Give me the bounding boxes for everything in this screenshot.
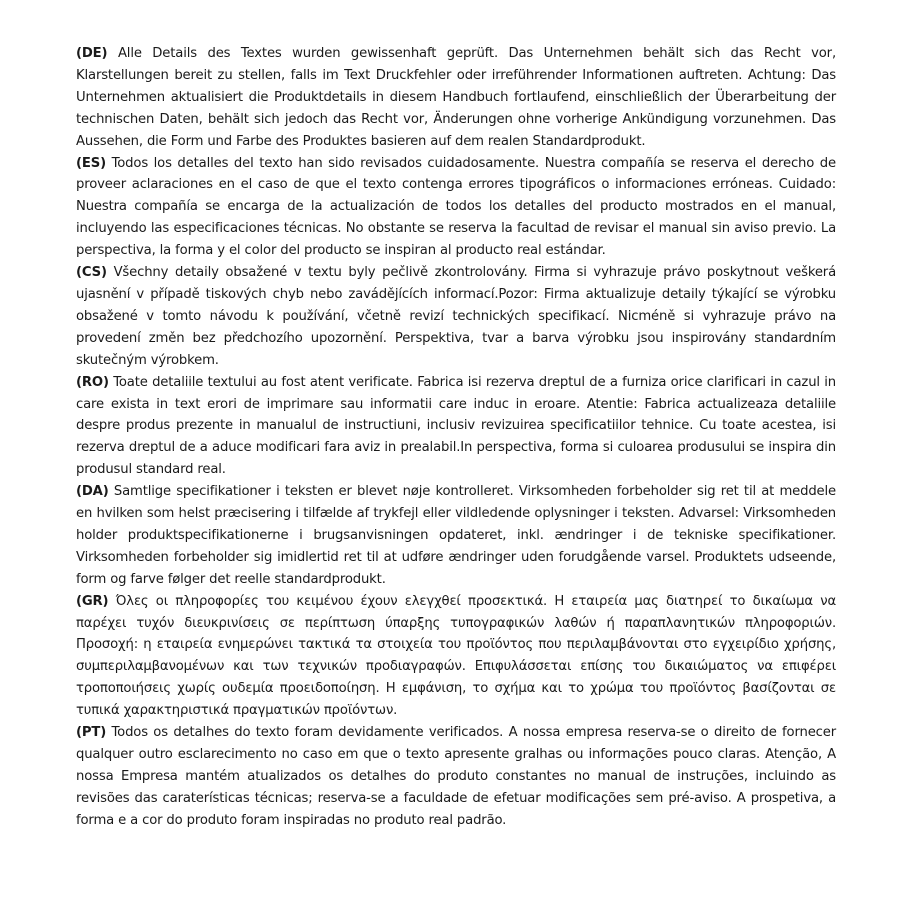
paragraph-pt (76, 722, 836, 832)
paragraph-es (76, 153, 836, 263)
language-code-da: (DA) (76, 484, 109, 500)
paragraph-ro (76, 372, 836, 482)
paragraph-gr (76, 591, 836, 722)
paragraph-da (76, 481, 836, 591)
paragraph-text-cs: Všechny detaily obsažené v textu byly pečlivě zkontrolovány. Firma si vyhrazuje právo poskytnout veškerá ujasnění v případě tiskových chyb nebo zavádějících informací.Pozor: Firma aktualizuje detaily týkající se výrobku obsažené v tomto návodu k používání, včetně revizí technických specifikací. Nicméně si vyhrazuje právo na provedení změn bez předchozího upozornění. Perspektiva, tvar a barva výrobku jsou inspirovány standardním skutečným výrobkem. (76, 265, 837, 368)
paragraph-text-da: Samtlige specifikationer i teksten er blevet nøje kontrolleret. Virksomheden forbeholder sig ret til at meddele en hvilken som helst præcisering i tilfælde af trykfejl eller vildledende oplysninger i teksten. Advarsel: Virksomheden holder produktspecifikationerne i brugsanvisningen opdateret, inkl. ændringer i de tekniske specifikationer. Virksomheden forbeholder sig imidlertid ret til at udføre ændringer uden forudgående varsel. Produktets udseende, form og farve følger det reelle standardprodukt. (76, 484, 836, 587)
language-code-pt: (PT) (76, 725, 107, 741)
paragraph-text-ro: Toate detaliile textului au fost atent verificate. Fabrica isi rezerva dreptul de a furniza orice clarificari in cazul in care exista in text erori de imprimare sau informatii care induc in eroare. Atentie: Fabrica actualizeaza detaliile despre produs prezente in manualul de instructiuni, inclusiv revizuirea specificatiilor tehnice. Cu toate acestea, isi rezerva dreptul de a aduce modificari fara aviz in prealabil.In perspectiva, forma si culoarea produsului se inspira din produsul standard real. (76, 374, 837, 478)
language-code-cs: (CS) (76, 265, 107, 281)
paragraph-text-gr: Όλες οι πληροφορίες του κειμένου έχουν ελεγχθεί προσεκτικά. Η εταιρεία μας διατηρεί το δικαίωμα να παρέχει τυχόν διευκρινίσεις σε περίπτωση ύπαρξης τυπογραφικών λαθών ή παραπλανητικών πληροφοριών. Προσοχή: η εταιρεία ενημερώνει τακτικά τα στοιχεία του προϊόντος που περιλαμβάνονται στο εγχειρίδιο χρήσης, συμπεριλαμβανομένων και των τεχνικών προδιαγραφών. Επιφυλάσσεται επίσης του δικαιώματος να επιφέρει τροποποιήσεις χωρίς ουδεμία προειδοποίηση. Η εμφάνιση, το σχήμα και το χρώμα του προϊόντος βασίζονται σε τυπικά χαρακτηριστικά πραγματικών προϊόντων. (76, 593, 837, 719)
paragraph-de (76, 43, 836, 153)
language-code-es: (ES) (76, 155, 106, 171)
language-code-gr: (GR) (76, 593, 109, 609)
paragraph-text-de: Alle Details des Textes wurden gewissenhaft geprüft. Das Unternehmen behält sich das Recht vor, Klarstellungen bereit zu stellen, falls im Text Druckfehler oder irreführender Informationen auftreten. Achtung: Das Unternehmen aktualisiert die Produktdetails in diesem Handbuch fortlaufend, einschließlich der Überarbeitung der technischen Daten, behält sich jedoch das Recht vor, Änderungen ohne vorherige Ankündigung vorzunehmen. Das Aussehen, die Form und Farbe des Produktes basieren auf dem realen Standardprodukt. (76, 46, 836, 149)
language-code-de: (DE) (76, 46, 108, 61)
language-code-ro: (RO) (76, 374, 109, 390)
paragraph-cs (76, 262, 836, 372)
multilingual-disclaimer (76, 43, 836, 832)
paragraph-text-es: Todos los detalles del texto han sido revisados cuidadosamente. Nuestra compañía se reserva el derecho de proveer aclaraciones en el caso de que el texto contenga errores tipográficos o informaciones erróneas. Cuidado: Nuestra compañía se encarga de la actualización de todos los detalles del producto mostrados en el manual, incluyendo las especificaciones técnicas. No obstante se reserva la facultad de revisar el manual sin aviso previo. La perspectiva, la forma y el color del producto se inspiran al producto real estándar. (76, 155, 836, 259)
paragraph-text-pt: Todos os detalhes do texto foram devidamente verificados. A nossa empresa reserva-se o direito de fornecer qualquer outro esclarecimento no caso em que o texto apresente gralhas ou informações pouco claras. Atenção, A nossa Empresa mantém atualizados os detalhes do produto constantes no manual de instruções, incluindo as revisões das caraterísticas técnicas; reserva-se a faculdade de efetuar modificações sem pré-aviso. A prospetiva, a forma e a cor do produto foram inspiradas no produto real padrão. (76, 725, 836, 828)
